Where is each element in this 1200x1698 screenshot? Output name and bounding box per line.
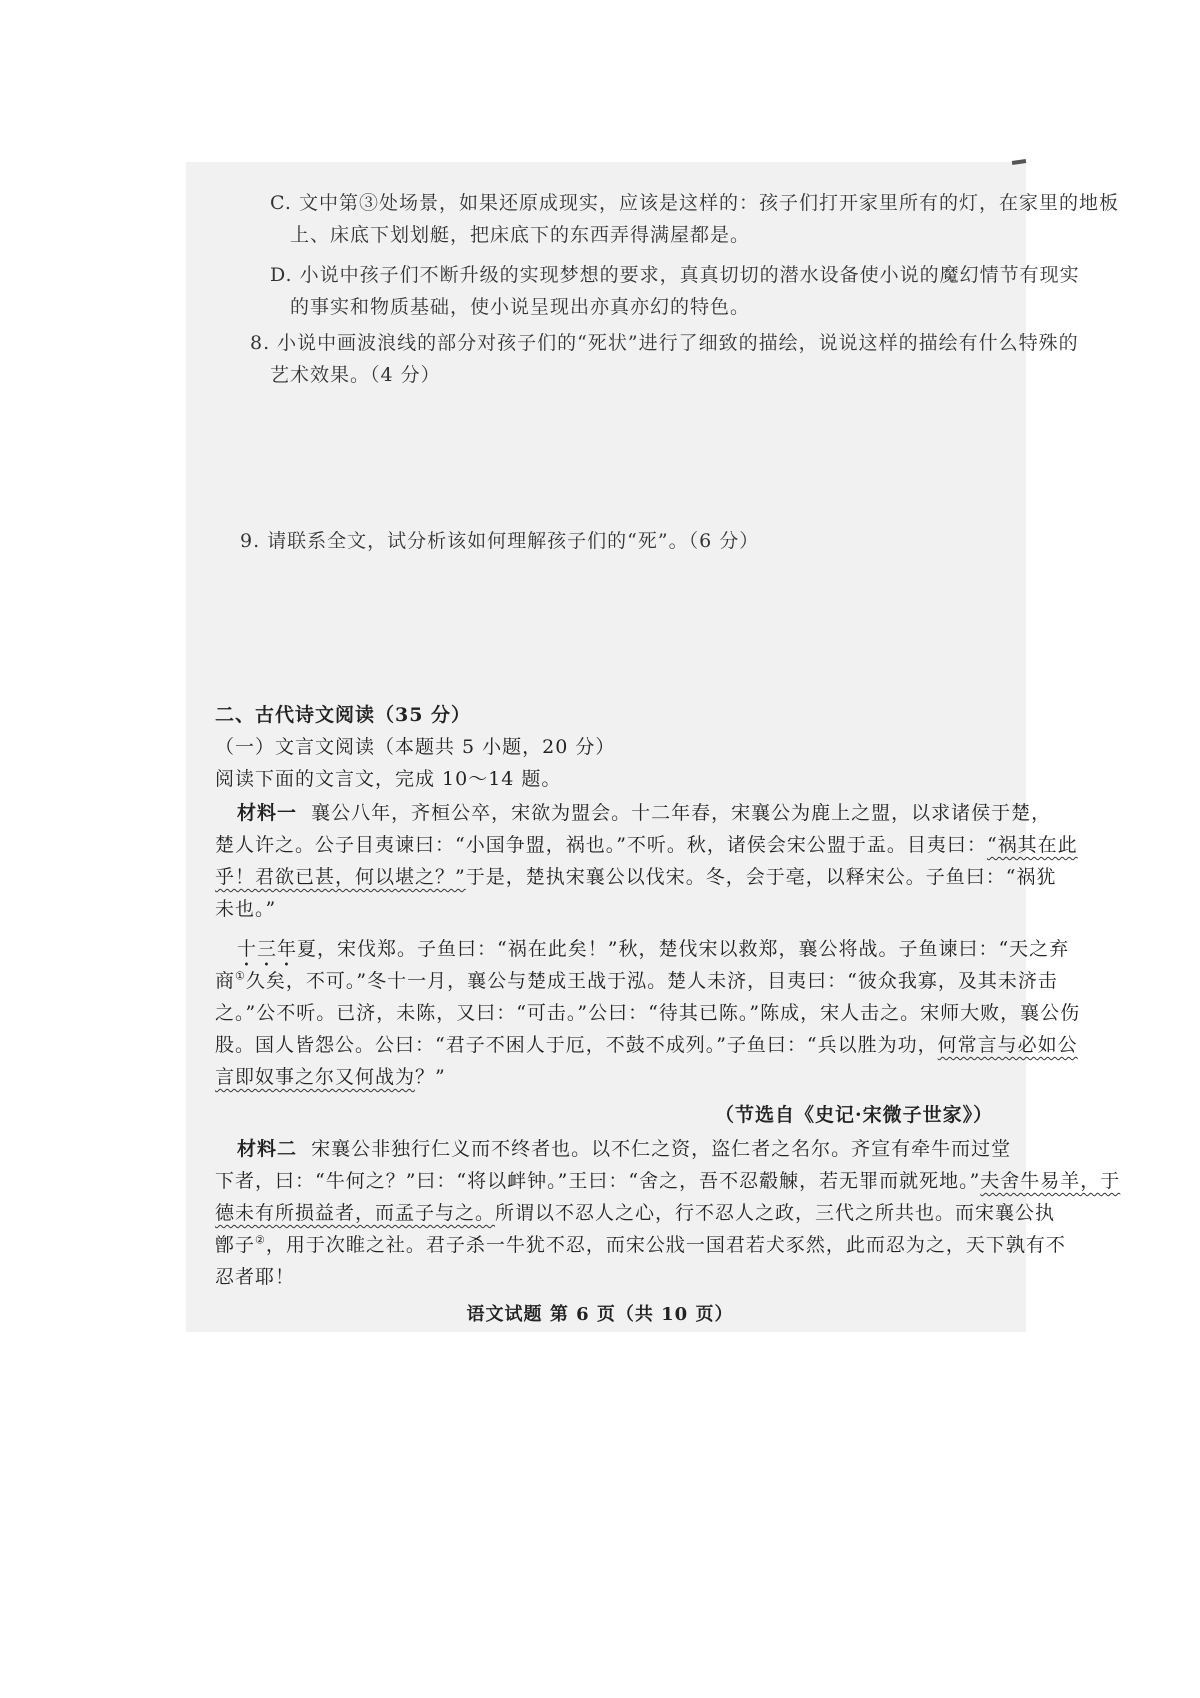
- material1-wavy-sentence-part2: 乎！君欲已甚，何以堪之？”: [215, 866, 466, 888]
- material1-p2-line2: [215, 968, 1058, 994]
- page-footer: 语文试题 第 6 页（共 10 页）: [466, 1304, 734, 1325]
- material1-p2-text2b: 久矣，不可。”冬十一月，襄公与楚成王战于泓。楚人未济，目夷曰：“彼众我寡，及其未济击: [245, 970, 1058, 992]
- material1-label: 材料一: [237, 802, 298, 824]
- material2-text4a: 鄫子: [215, 1234, 256, 1256]
- material1-line4: 未也。”: [215, 898, 277, 920]
- q9-line1: 9. 请联系全文，试分析该如何理解孩子们的“死”。（6 分）: [240, 530, 760, 552]
- section2-subheading: （一）文言文阅读（本题共 5 小题，20 分）: [215, 736, 616, 758]
- q8-line1: 8. 小说中画波浪线的部分对孩子们的“死状”进行了细致的描绘，说说这样的描绘有什么特殊的: [250, 332, 1079, 354]
- material2-label: 材料二: [237, 1138, 298, 1160]
- material1-p2-line5: [215, 1064, 446, 1090]
- q7-option-c-line1: C. 文中第③处场景，如果还原成现实，应该是这样的：孩子们打开家里所有的灯，在家里的地板: [270, 192, 1119, 214]
- q7-option-d-line1: D. 小说中孩子们不断升级的实现梦想的要求，真真切切的潜水设备使小说的魔幻情节有现实: [270, 264, 1080, 286]
- material2-text1: 宋襄公非独行仁义而不终者也。以不仁之资，盗仁者之名尔。齐宣有牵牛而过堂: [311, 1138, 1012, 1160]
- material1-p2-line1: [237, 936, 1069, 971]
- material2-text2: 下者，曰：“牛何之？”曰：“将以衅钟。”王曰：“舍之，吾不忍觳觫，若无罪而就死地。”: [215, 1170, 981, 1192]
- material2-line2: [215, 1168, 1120, 1194]
- material2-wavy-sentence-part1: 夫舍牛易羊，于: [980, 1170, 1121, 1192]
- material1-p1-text3: 于是，楚执宋襄公以伐宋。冬，会于亳，以释宋公。子鱼曰：“祸犹: [465, 866, 1057, 888]
- material1-dotted-year: 十三年: [237, 938, 298, 960]
- q8-line2: 艺术效果。（4 分）: [270, 364, 441, 386]
- material2-text4b: ，用于次睢之社。君子杀一牛犹不忍，而宋公戕一国君若犬豕然，此而忍为之，天下孰有不: [265, 1234, 1066, 1256]
- material2-line1: [237, 1136, 1011, 1162]
- material2-text3: 所谓以不忍人之心，行不忍人之政，三代之所共也。而宋襄公执: [495, 1202, 1056, 1224]
- material1-wavy-sentence2-part1: 何常言与必如公: [937, 1034, 1078, 1056]
- material1-wavy-sentence2-part2: 言即奴事之尔又何战为: [215, 1066, 416, 1088]
- material1-line3: [215, 864, 1056, 890]
- q7-option-c-line2: 上、床底下划划艇，把床底下的东西弄得满屋都是。: [290, 224, 751, 246]
- material1-line2: [215, 832, 1078, 858]
- material1-source: （节选自《史记·宋微子世家》）: [715, 1104, 994, 1126]
- material1-p2-text1: 夏，宋伐郑。子鱼曰：“祸在此矣！”秋，楚伐宋以救郑，襄公将战。子鱼谏曰：“天之弃: [297, 938, 1070, 960]
- q7-option-d-line2: 的事实和物质基础，使小说呈现出亦真亦幻的特色。: [290, 296, 751, 318]
- material1-p2-line3: 之。”公不听。已济，未陈，又曰：“可击。”公曰：“待其已陈。”陈成，宋人击之。宋师大败，襄公伤: [215, 1002, 1081, 1024]
- material2-wavy-sentence-part2: 德未有所损益者，而孟子与之。: [215, 1202, 496, 1224]
- footnote-marker-1: ①: [235, 969, 246, 983]
- material1-p2-line4: [215, 1032, 1078, 1058]
- section2-instruction: 阅读下面的文言文，完成 10～14 题。: [215, 768, 562, 790]
- material1-p2-text5: ？”: [415, 1066, 446, 1088]
- footnote-marker-2: ②: [255, 1233, 266, 1247]
- material2-line3: [215, 1200, 1055, 1226]
- material2-line4: [215, 1232, 1066, 1258]
- material1-p2-text4: 股。国人皆怨公。公曰：“君子不困人于厄，不鼓不成列。”子鱼曰：“兵以胜为功，: [215, 1034, 938, 1056]
- material1-p1-text1: 襄公八年，齐桓公卒，宋欲为盟会。十二年春，宋襄公为鹿上之盟，以求诸侯于楚，: [311, 802, 1052, 824]
- material1-wavy-sentence-part1: “祸其在此: [986, 834, 1078, 856]
- material2-line5: 忍者耶！: [215, 1266, 296, 1288]
- material1-p1-text2: 楚人许之。公子目夷谏曰：“小国争盟，祸也。”不听。秋，诸侯会宋公盟于盂。目夷曰：: [215, 834, 987, 856]
- material1-p2-text2a: 商: [215, 970, 236, 992]
- material1-line1: [237, 800, 1051, 826]
- section2-heading: 二、古代诗文阅读（35 分）: [215, 704, 472, 726]
